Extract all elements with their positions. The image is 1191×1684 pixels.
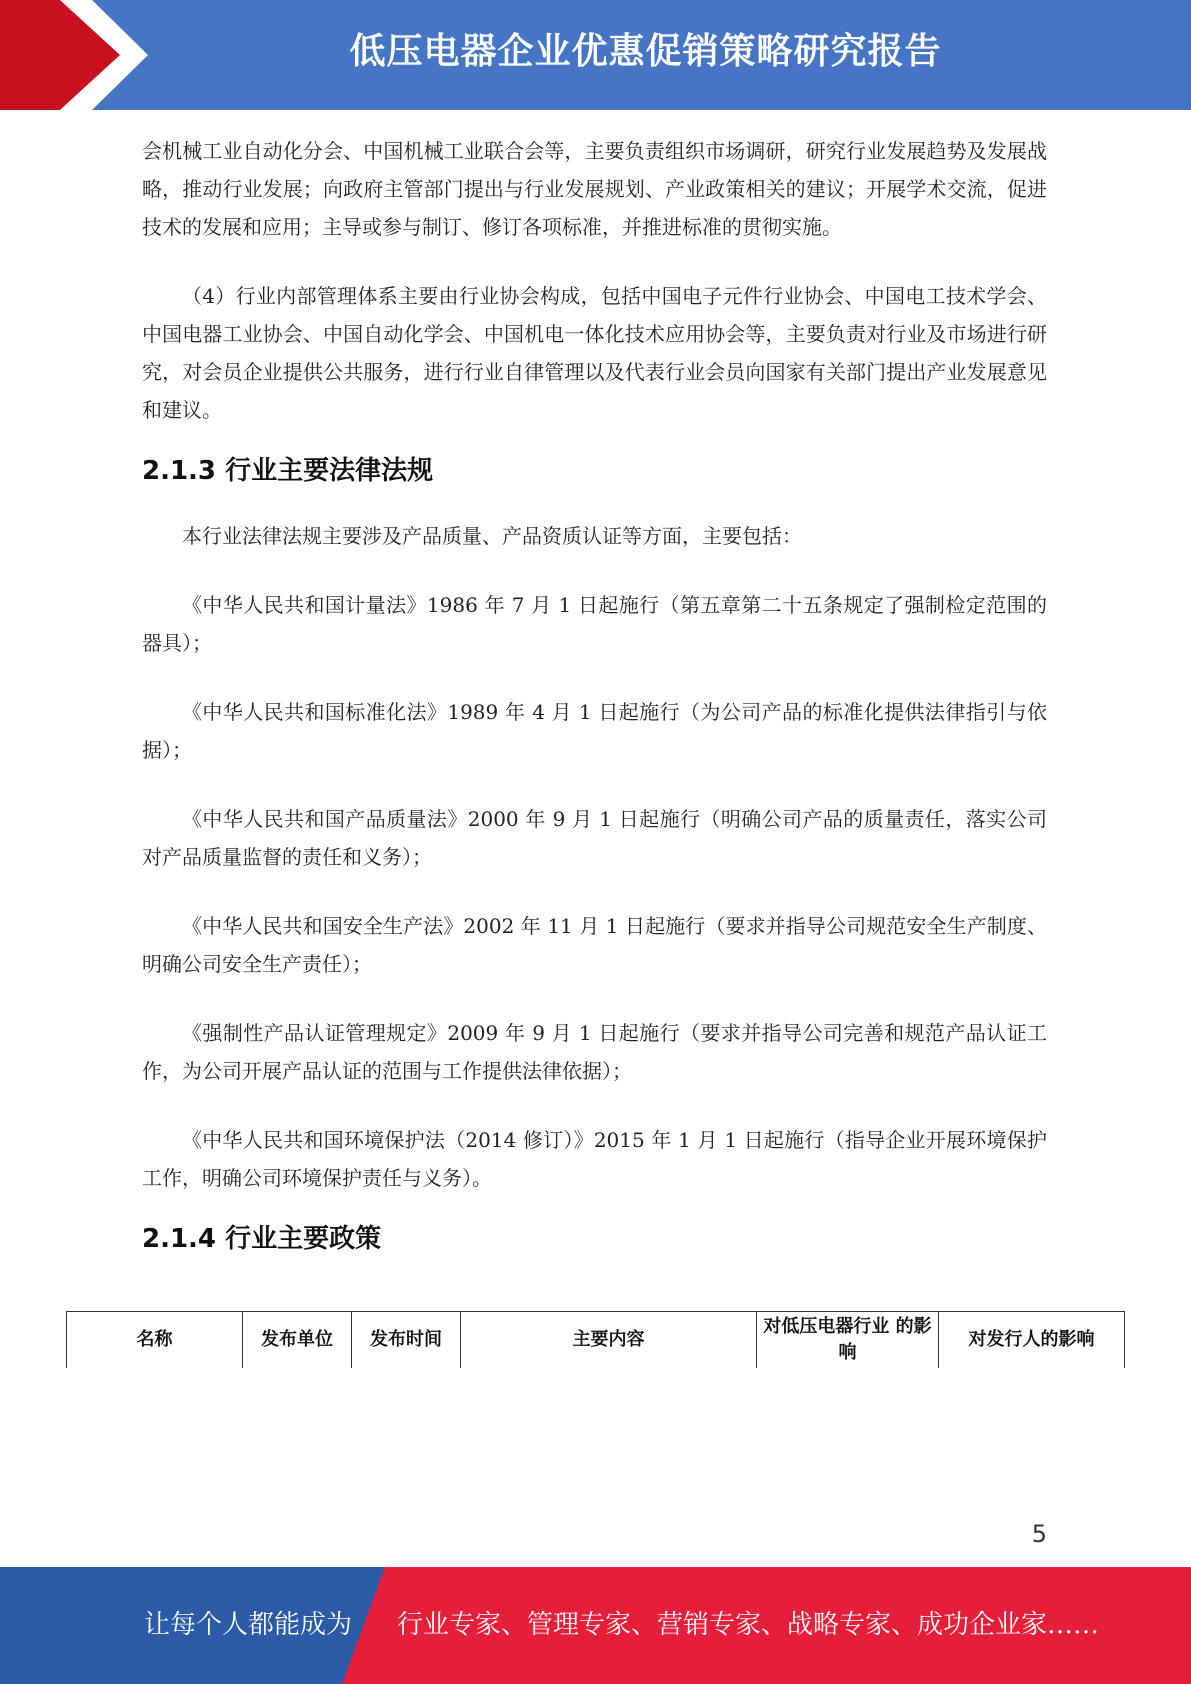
law-item: 《中华人民共和国环境保护法（2014 修订）》2015 年 1 月 1 日起施行（指导企业开展环境保护工作，明确公司环境保护责任与义务）。 xyxy=(142,1128,1047,1190)
footer-slogan-lead: 让每个人都能成为 xyxy=(144,1610,353,1640)
law-item: 《中华人民共和国标准化法》1989 年 4 月 1 日起施行（为公司产品的标准化提供法律指引与依据）； xyxy=(142,700,1047,762)
policy-table xyxy=(66,1311,1125,1368)
column-header-main-content: 主要内容 xyxy=(461,1312,757,1369)
law-item: 《中华人民共和国产品质量法》2000 年 9 月 1 日起施行（明确公司产品的质量责任，落实公司对产品质量监督的责任和义务）； xyxy=(142,807,1047,869)
column-header-issuer-impact: 对发行人的影响 xyxy=(939,1312,1125,1369)
section-heading-laws: 2.1.3 行业主要法律法规 xyxy=(142,456,434,486)
column-header-publish-date: 发布时间 xyxy=(352,1312,461,1369)
footer-slogan-roles: 行业专家、管理专家、营销专家、战略专家、成功企业家…… xyxy=(397,1610,1100,1640)
law-item: 《强制性产品认证管理规定》2009 年 9 月 1 日起施行（要求并指导公司完善和规范产品认证工作，为公司开展产品认证的范围与工作提供法律依据）； xyxy=(142,1021,1047,1083)
column-header-publisher: 发布单位 xyxy=(243,1312,352,1369)
column-header-name: 名称 xyxy=(67,1312,243,1369)
section-heading-policies: 2.1.4 行业主要政策 xyxy=(142,1224,382,1254)
law-item: 《中华人民共和国计量法》1986 年 7 月 1 日起施行（第五章第二十五条规定了强制检定范围的器具）； xyxy=(142,593,1047,655)
page-number: 5 xyxy=(1031,1520,1047,1548)
page-footer xyxy=(0,1567,1191,1684)
laws-intro: 本行业法律法规主要涉及产品质量、产品资质认证等方面，主要包括： xyxy=(182,524,802,548)
report-title: 低压电器企业优惠促销策略研究报告 xyxy=(349,31,942,72)
paragraph-management-system: （4）行业内部管理体系主要由行业协会构成，包括中国电子元件行业协会、中国电工技术学会、中国电器工业协会、中国自动化学会、中国机电一体化技术应用协会等，主要负责对行业及市场进行研究，对会员企业提供公共服务，进行行业自律管理以及代表行业会员向国家有关部门提出产业发展意见和建议。 xyxy=(142,284,1047,422)
paragraph-continued: 会机械工业自动化分会、中国机械工业联合会等，主要负责组织市场调研，研究行业发展趋势及发展战略，推动行业发展；向政府主管部门提出与行业发展规划、产业政策相关的建议；开展学术交流，促进技术的发展和应用；主导或参与制订、修订各项标准，并推进标准的贯彻实施。 xyxy=(142,139,1047,239)
header-arrow-decoration xyxy=(0,0,160,110)
page-header xyxy=(0,0,1191,110)
document-body xyxy=(142,132,1047,1285)
column-header-industry-impact: 对低压电器行业 的影响 xyxy=(757,1312,939,1369)
law-item: 《中华人民共和国安全生产法》2002 年 11 月 1 日起施行（要求并指导公司规范安全生产制度、明确公司安全生产责任）； xyxy=(142,914,1047,976)
table-header-row xyxy=(67,1312,1125,1369)
